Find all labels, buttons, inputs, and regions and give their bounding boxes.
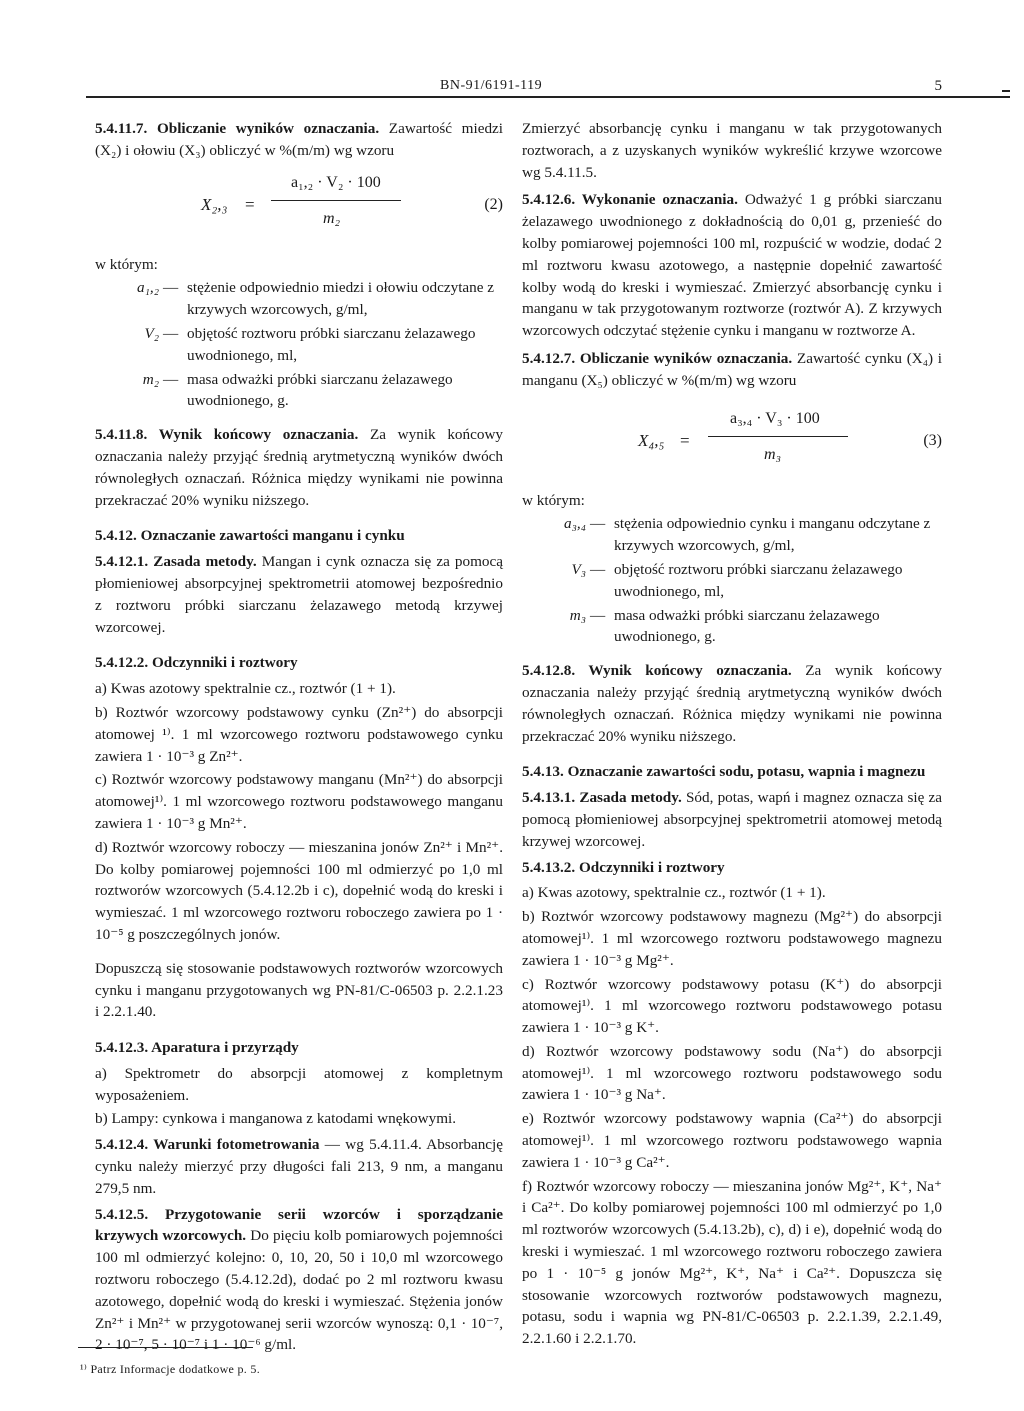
section-5-4-12-4 [95,1134,503,1199]
fraction-bar [708,436,848,437]
left-column [95,118,503,1358]
section-5-4-11-7 [95,118,503,162]
definition-item [522,513,942,557]
section-5-4-13-2-title: 5.4.13.2. Odczynniki i roztwory [522,858,725,876]
formula-2 [95,170,503,246]
definition-item [522,559,942,603]
section-title: 5.4.12.6. Wykonanie oznaczania. [522,191,738,209]
formula-number: (3) [923,431,942,449]
definition-text: stężenie odpowiednio miedzi i ołowiu odczytane z krzywych wzorcowych, g/ml, [187,279,495,319]
section-text: Zawartość miedzi (X₂) i ołowiu (X₃) obliczyć w %(m/m) wg wzoru [95,120,504,159]
section-text: Za wynik końcowy oznaczania należy przyjąć średnią arytmetyczną wyników dwóch równoległych oznaczań. Różnica między wynikami nie powinna przekraczać 20% wyniku niższego. [95,426,504,509]
formula-3 [522,406,942,482]
paragraph-calibration: Zmierzyć absorbancję cynku i manganu w tak przygotowanych roztworach, a z uzyskanych wyników wykreślić krzywe wzorcowe wg 5.4.11.5. [522,120,942,181]
section-title: 5.4.12.7. Obliczanie wyników oznaczania. [522,349,793,367]
where-label: w którym: [522,491,585,509]
reagent-b: b) Roztwór wzorcowy podstawowy magnezu (Mg²⁺) do absorpcji atomowej¹⁾. 1 ml wzorcowego roztworu podstawowego magnezu zawiera 1 · 10⁻³ g Mg²⁺. [522,908,942,969]
formula-equals: = [245,194,255,214]
definition-item [522,605,942,649]
section-text: Mangan i cynk oznacza się za pomocą płomieniowej absorpcyjnej spektrometrii atomowej bezpośrednio z roztworu próbki siarczanu żelazawego metodą krzywej wzorcowej. [95,553,503,636]
definition-symbol: a₁,₂ [137,279,159,297]
definition-symbol: V₂ [144,324,159,342]
section-text: Za wynik końcowy oznaczania należy przyjąć średnią arytmetyczną wyników dwóch równoległych oznaczań. Różnica między wynikami nie powinna przekraczać 20% wyniku niższego. [522,662,943,745]
section-text: Do pięciu kolb pomiarowych pojemności 100 ml odmierzyć kolejno: 0, 10, 20, 50 i 10,0 ml wzorcowego roztworu roboczego (5.4.12.2d), dodać po 2 ml roztworu kwasu azotowego, dopełnić wodą do kreski i wymieszać. Stężenia jonów Zn²⁺ i Mn²⁺ w przygotowanej serii wzorców wynoszą: 0,1 · 10⁻⁷, 2 · 10⁻⁷, 5 · 10⁻⁷ i 1 · 10⁻⁶ g/ml. [95,1227,504,1354]
definition-dash: — [590,560,606,578]
formula-lhs: X₄,₅ [638,430,665,450]
page-number: 5 [934,78,942,94]
section-5-4-13-1 [522,787,942,852]
formula-number: (2) [484,195,503,213]
section-text: Sód, potas, wapń i magnez oznacza się za pomocą płomieniowej absorpcyjnej spektrometrii atomowej metodą krzywej wzorcowej. [522,789,943,850]
reagent-f: f) Roztwór wzorcowy roboczy — mieszanina jonów Mg²⁺, K⁺, Na⁺ i Ca²⁺. Do kolby pomiarowej pojemności 100 ml odmierzyć po 1,0 ml roztworów wzorcowych (5.4.13.2b), c), d) i e), dopełnić wodą do kreski i wymieszać. 1 ml wzorcowego roztworu roboczego zawiera po 1 · 10⁻⁵ g jonów Mg²⁺, K⁺, Na⁺ i Ca²⁺. Dopuszcza się stosowanie wzorcowych roztworów podstawowych magnezu, potasu, sodu i wapnia wg PN-81/C-06503 p. 2.2.1.39, 2.2.1.49, 2.2.1.60 i 2.2.1.70. [522,1177,942,1348]
definition-symbol: V₃ [571,560,586,578]
section-5-4-12-6 [522,189,942,342]
section-5-4-12-3-title: 5.4.12.3. Aparatura i przyrządy [95,1039,299,1057]
apparatus-b: b) Lampy: cynkowa i manganowa z katodami wnękowymi. [95,1110,457,1128]
definition-text: objętość roztworu próbki siarczanu żelazawego uwodnionego, ml, [614,560,903,600]
section-5-4-13-title: 5.4.13. Oznaczanie zawartości sodu, potasu, wapnia i magnezu [522,763,926,781]
apparatus-a: a) Spektrometr do absorpcji atomowej z kompletnym wyposażeniem. [95,1064,503,1104]
section-title: 5.4.11.7. Obliczanie wyników oznaczania. [95,120,380,137]
section-5-4-12-7 [522,348,942,392]
right-column [522,118,942,1352]
header-rule [86,96,1010,98]
formula-lhs: X₂,₃ [201,194,228,214]
section-5-4-12-5 [95,1204,503,1357]
footnote-rule [78,1347,253,1348]
definition-dash: — [590,606,606,624]
reagent-c: c) Roztwór wzorcowy podstawowy potasu (K⁺) do absorpcji atomowej¹⁾. 1 ml wzorcowego roztworu podstawowego potasu zawiera 1 · 10⁻³ g K⁺. [522,975,942,1037]
fraction-bar [271,200,401,201]
formula-equals: = [680,430,690,450]
section-text: Odważyć 1 g próbki siarczanu żelazawego uwodnionego z dokładnością do 0,01 g, przenieść do kolby pomiarowej pojemności 100 ml, rozpuścić w wodzie, dodać 2 ml roztworu kwasu azotowego, a następnie dopełnić zawartość kolby wodą do kreski i wymieszać. Zmierzyć absorbancję cynku i manganu w tak przygotowanym roztworze (roztwór A). Z krzywych wzorcowych odczytać stężenie cynku i manganu w roztworze A. [522,191,943,340]
reagent-a: a) Kwas azotowy spektralnie cz., roztwór (1 + 1). [95,680,396,698]
definition-symbol: m₃ [569,606,586,624]
definition-symbol: a₃,₄ [564,515,586,533]
definition-text: masa odważki próbki siarczanu żelazawego uwodnionego, g. [614,606,880,646]
definition-dash: — [163,279,179,297]
reagent-d: d) Roztwór wzorcowy podstawowy sodu (Na⁺) do absorpcji atomowej¹⁾. 1 ml wzorcowego roztworu podstawowego sodu zawiera 1 · 10⁻³ g Na⁺. [522,1042,942,1104]
section-5-4-11-8 [95,424,503,511]
section-title: 5.4.12.8. Wynik końcowy oznaczania. [522,662,792,680]
formula-denominator: m₃ [764,445,782,463]
formula-numerator: a₁,₂ · V₂ · 100 [291,173,381,191]
footnote: ¹⁾ Patrz Informacje dodatkowe p. 5. [80,1362,260,1376]
reagent-d: d) Roztwór wzorcowy roboczy — mieszanina jonów Zn²⁺ i Mn²⁺. Do kolby pomiarowej pojemności 100 ml odmierzyć po 1,0 ml roztworów wzorcowych (5.4.12.2b i c), dopełnić wodą do kreski i wymieszać. 1 ml wzorcowego roztworu roboczego zawiera po 1 · 10⁻⁵ g poszczególnych jonów. [95,838,503,943]
reagent-note: Dopuszczą się stosowanie podstawowych roztworów wzorcowych cynku i manganu przygotowanych wg PN-81/C-06503 p. 2.2.1.23 i 2.2.1.40. [95,959,503,1021]
section-title: 5.4.12.4. Warunki fotometrowania [95,1136,320,1154]
section-5-4-12-1 [95,551,503,638]
definition-symbol: m₂ [142,370,159,388]
formula-denominator: m₂ [323,209,341,227]
definition-dash: — [163,324,179,342]
section-5-4-12-title: 5.4.12. Oznaczanie zawartości manganu i cynku [95,527,405,545]
formula-numerator: a₃,₄ · V₃ · 100 [730,409,820,427]
section-title: 5.4.12.5. Przygotowanie serii wzorców i sporządzanie krzywych wzorcowych. [95,1205,503,1245]
reagent-a: a) Kwas azotowy, spektralnie cz., roztwór (1 + 1). [522,884,826,902]
reagent-c: c) Roztwór wzorcowy podstawowy manganu (Mn²⁺) do absorpcji atomowej¹⁾. 1 ml wzorcowego roztworu podstawowego manganu zawiera 1 · 10⁻³ g Mn²⁺. [95,771,503,832]
section-5-4-12-2-title: 5.4.12.2. Odczynniki i roztwory [95,654,298,672]
section-text: Absorbancję cynku należy mierzyć przy długości fali 213, 9 nm, a manganu 279,5 nm. [95,1136,504,1197]
definition-text: stężenia odpowiednio cynku i manganu odczytane z krzywych wzorcowych, g/ml, [614,515,931,555]
margin-mark [1002,90,1010,92]
reagent-b: b) Roztwór wzorcowy podstawowy cynku (Zn²⁺) do absorpcji atomowej ¹⁾. 1 ml wzorcowego roztworu podstawowego cynku zawiera 1 · 10⁻³ g Zn²⁺. [95,703,503,765]
definition-item [95,369,503,413]
definition-item [95,323,503,367]
definition-dash: — [163,370,179,388]
section-title: 5.4.13.1. Zasada metody. [522,789,682,807]
section-inline: — wg 5.4.11.4. [324,1136,422,1154]
document-code: BN-91/6191-119 [440,78,543,93]
section-title: 5.4.12.1. Zasada metody. [95,553,257,571]
definition-item [95,277,503,321]
reagent-e: e) Roztwór wzorcowy podstawowy wapnia (Ca²⁺) do absorpcji atomowej¹⁾. 1 ml wzorcowego roztworu podstawowego wapnia zawiera 1 · 10⁻³ g Ca²⁺. [522,1110,942,1171]
definition-dash: — [590,515,606,533]
section-text: Zawartość cynku (X₄) i manganu (X₅) obliczyć w %(m/m) wg wzoru [522,349,943,389]
section-title: 5.4.11.8. Wynik końcowy oznaczania. [95,426,359,444]
definition-text: masa odważki próbki siarczanu żelazawego uwodnionego, g. [187,370,453,410]
section-5-4-12-8 [522,660,942,747]
definition-text: objętość roztworu próbki siarczanu żelazawego uwodnionego, ml, [187,324,476,364]
where-label: w którym: [95,255,158,273]
